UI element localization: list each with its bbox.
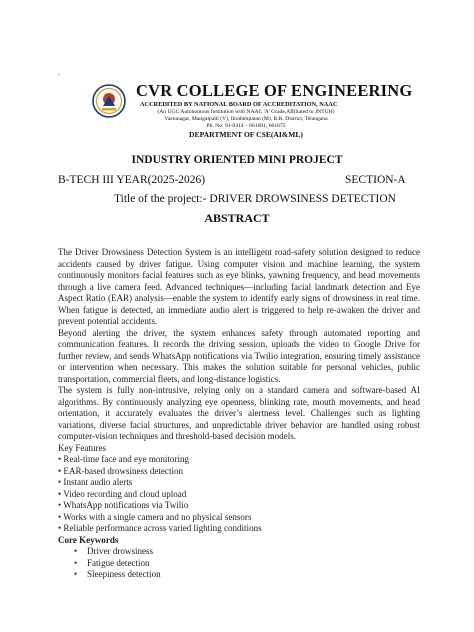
feature-item: • WhatsApp notifications via Twilio <box>58 500 189 510</box>
abstract-body <box>58 247 420 581</box>
address-line: Vastunagar, Mangalpalli (V), Ibrahimpatan (M), R.R. District, Telangana <box>164 116 328 122</box>
stray-mark: - <box>58 70 61 78</box>
accreditation-line: ACCREDITED BY NATIONAL BOARD OF ACCREDITATION, NAAC <box>140 101 338 108</box>
project-heading: INDUSTRY ORIENTED MINI PROJECT <box>131 154 343 166</box>
affiliation-line: (An UGC Autonomous Institution with NAAC 'A' Grade,Affiliated to JNTUH) <box>157 109 335 115</box>
college-name: CVR COLLEGE OF ENGINEERING <box>136 81 413 100</box>
key-features-title: Key Features <box>58 442 106 453</box>
abstract-paragraph: The system is fully non-intrusive, relying only on a standard camera and software-based AI algorithms. By continuously analyzing eye openness, blinking rate, mouth movements, and head orientation, it accurately evaluates the driver’s alertness level. Challenges such as lighting variations, diverse facial structures, and unpredictable driver behavior are handled using robust computer-vision techniques and threshold-based decision models. <box>58 385 420 441</box>
feature-item: • Video recording and cloud upload <box>58 488 187 499</box>
section-label: SECTION-A <box>345 174 406 186</box>
year-line: B-TECH III YEAR(2025-2026) <box>58 174 206 186</box>
keyword-item: • Sleepiness detection <box>58 569 420 581</box>
feature-item: • Instant audio alerts <box>58 477 133 487</box>
phone-line: Ph. No: 91-8414 – 661601, 661675 <box>206 123 286 129</box>
feature-item: • EAR-based drowsiness detection <box>58 465 184 476</box>
abstract-paragraph: The Driver Drowsiness Detection System is an intelligent road-safety solution designed to reduce accidents caused by driver fatigue. Using computer vision and machine learning, the system continuously monitors facial features such as eye blinks, yawning frequency, and head movements through a live camera feed. Advanced techniques—including facial landmark detection and Eye Aspect Ratio (EAR) analysis—enable the system to identify early signs of drowsiness in real time. When fatigue is detected, an immediate audio alert is triggered to help re-awaken the driver and prevent potential accidents. <box>58 247 420 326</box>
abstract-paragraph: Beyond alerting the driver, the system enhances safety through automated reporting and communication features. It records the driving session, uploads the video to Google Drive for further review, and sends WhatsApp notifications via Twilio integration, ensuring timely assistance or intervention when necessary. This makes the solution suitable for personal vehicles, public transportation, commercial fleets, and long-distance logistics. <box>58 327 420 384</box>
core-keywords-title: Core Keywords <box>58 534 119 545</box>
college-logo-icon <box>92 84 126 118</box>
project-title: Title of the project:- DRIVER DROWSINESS DETECTION <box>114 193 396 205</box>
college-header <box>136 81 413 140</box>
keyword-list <box>58 546 420 581</box>
department-line: DEPARTMENT OF CSE(AI&ML) <box>189 130 303 139</box>
feature-item: • Reliable performance across varied lighting conditions <box>58 523 262 533</box>
keyword-item: • Fatigue detection <box>58 558 420 570</box>
abstract-heading: ABSTRACT <box>204 211 270 225</box>
keyword-item: • Driver drowsiness <box>58 546 420 558</box>
feature-item: • Real-time face and eye monitoring <box>58 454 190 464</box>
feature-item: • Works with a single camera and no physical sensors <box>58 511 252 522</box>
